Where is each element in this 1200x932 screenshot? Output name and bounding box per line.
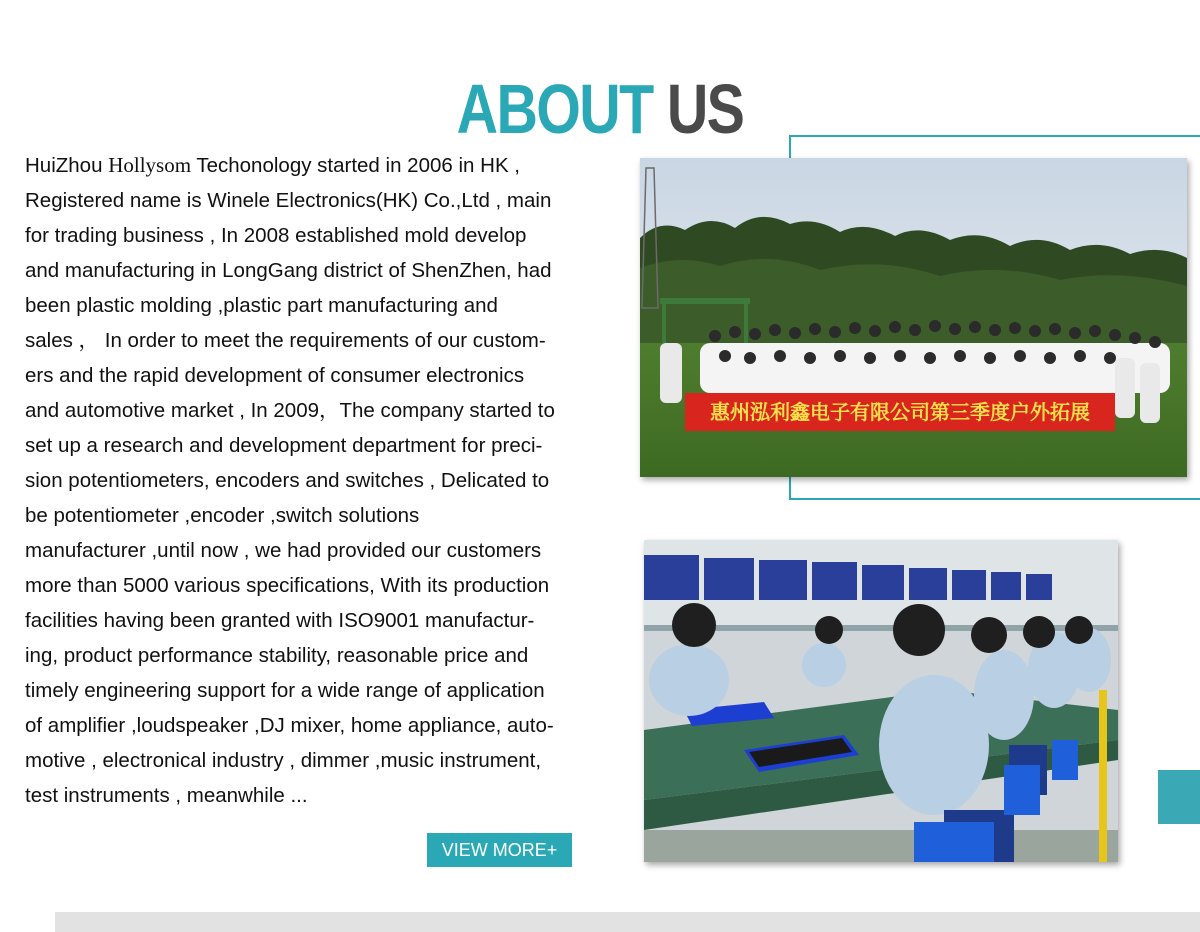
- about-line: sales ， In order to meet the requirements of our custom-: [25, 329, 546, 352]
- about-line: ing, product performance stability, reasonable price and: [25, 644, 529, 667]
- about-line: motive , electronical industry , dimmer ,music instrument,: [25, 749, 542, 772]
- about-line: test instruments , meanwhile ...: [25, 784, 308, 807]
- title-us: US: [666, 69, 744, 148]
- about-line-text: HuiZhou: [25, 154, 109, 177]
- about-line: manufacturer ,until now , we had provided our customers: [25, 539, 542, 562]
- about-line: of amplifier ,loudspeaker ,DJ mixer, home appliance, auto-: [25, 714, 554, 737]
- about-line: facilities having been granted with ISO9001 manufactur-: [25, 609, 535, 632]
- banner-text: 惠州泓利鑫电子有限公司第三季度户外拓展: [710, 400, 1090, 424]
- bottom-divider-bar: [55, 912, 1200, 932]
- about-line: sion potentiometers, encoders and switches , Delicated to: [25, 469, 550, 492]
- about-line: been plastic molding ,plastic part manufacturing and: [25, 294, 498, 317]
- about-line: and automotive market , In 2009，The company started to: [25, 399, 555, 422]
- about-description: [25, 148, 605, 813]
- about-line: more than 5000 various specifications, With its production: [25, 574, 550, 597]
- about-line: [25, 148, 605, 183]
- title-about: ABOUT: [456, 69, 653, 148]
- side-float-tab[interactable]: [1158, 770, 1200, 824]
- about-line: and manufacturing in LongGang district of ShenZhen, had: [25, 259, 552, 282]
- team-outdoor-photo: [640, 158, 1187, 477]
- about-line: Registered name is Winele Electronics(HK) Co.,Ltd , main: [25, 189, 552, 212]
- view-more-button[interactable]: VIEW MORE+: [427, 833, 572, 867]
- about-line: timely engineering support for a wide range of application: [25, 679, 545, 702]
- brand-name: Hollysom: [108, 153, 192, 177]
- about-line: ers and the rapid development of consumer electronics: [25, 364, 525, 387]
- about-line: set up a research and development department for preci-: [25, 434, 543, 457]
- about-line: for trading business , In 2008 established mold develop: [25, 224, 527, 247]
- about-line-text: Techonology started in 2006 in HK ,: [191, 154, 521, 177]
- about-line: be potentiometer ,encoder ,switch solutions: [25, 504, 420, 527]
- factory-workers-photo: [644, 540, 1118, 862]
